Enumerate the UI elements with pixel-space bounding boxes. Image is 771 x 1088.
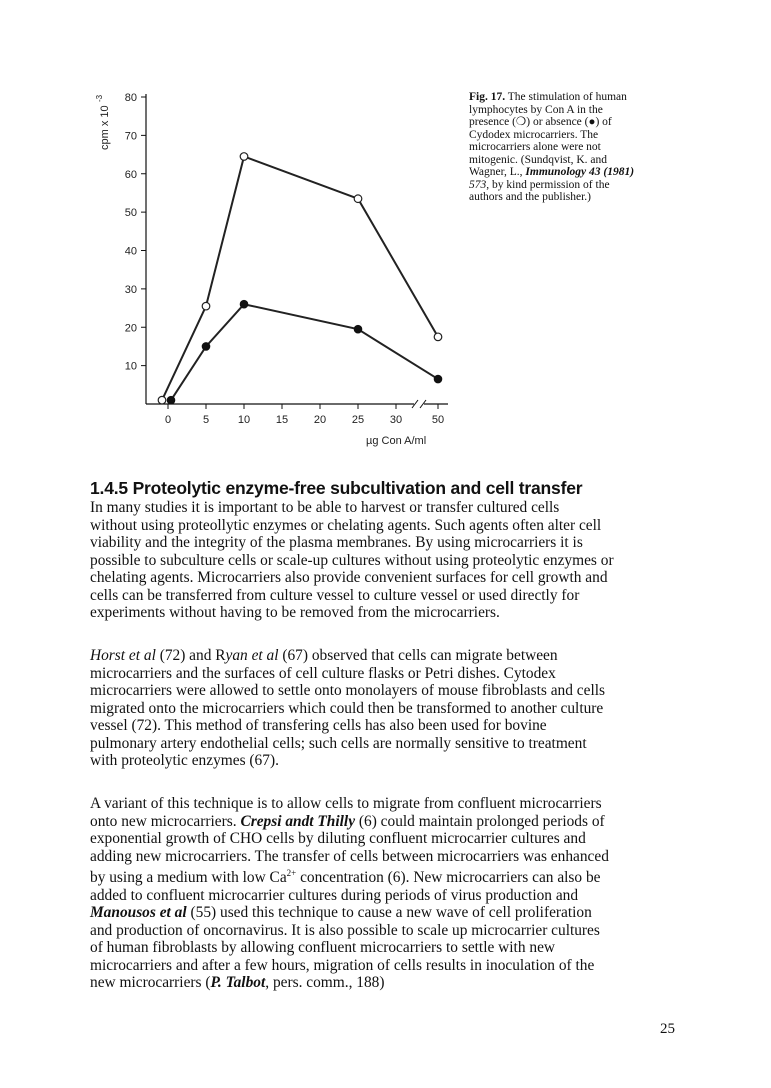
paragraph-3	[90, 795, 690, 992]
author-ref: Manousos et al	[90, 904, 187, 922]
data-point-open	[202, 302, 210, 310]
text-line: added to confluent microcarrier cultures during periods of virus production and	[90, 886, 579, 904]
text-line	[90, 865, 690, 887]
figure-label: Fig. 17.	[469, 91, 506, 103]
caption-line: Cydodex microcarriers. The	[469, 128, 599, 141]
figure-caption	[469, 91, 674, 204]
text-run: , pers. comm., 188)	[265, 974, 385, 992]
text-line: In many studies it is important to be able to harvest or transfer cultured cells	[90, 499, 560, 516]
caption-line: , by kind permission of the	[486, 178, 610, 191]
data-point-open	[434, 333, 442, 341]
text-line: of human fibroblasts by allowing confluent microcarriers to settle with new	[90, 939, 556, 957]
y-tick-label: 20	[124, 322, 137, 335]
text-line: exponential growth of CHO cells by diluting confluent microcarrier cultures and	[90, 830, 586, 847]
caption-line: microcarriers alone were not	[469, 141, 601, 153]
text-line: experiments without having to be removed from the microcarriers.	[90, 604, 500, 621]
text-run: by using a medium with low Ca	[90, 869, 287, 887]
x-tick-label: 5	[202, 414, 210, 426]
text-run: (67) observed that cells can migrate between	[278, 647, 558, 664]
text-line: A variant of this technique is to allow cells to migrate from confluent microcarriers	[90, 795, 602, 812]
text-run: (55) used this technique to cause a new wave of cell proliferation	[186, 904, 592, 922]
data-point-open	[158, 396, 166, 404]
caption-line: presence (❍) or absence (●) of	[469, 116, 612, 128]
x-tick-label: 20	[313, 414, 327, 426]
x-tick-label: 30	[389, 414, 403, 426]
text-line: viability and the integrity of the plasma membranes. By using microcarriers it is	[90, 534, 583, 551]
x-tick-label: 50	[431, 414, 445, 426]
y-tick-label: 50	[124, 207, 137, 220]
y-tick-label: 70	[124, 130, 137, 143]
y-tick-label: 10	[124, 360, 137, 373]
x-tick-label: 0	[164, 414, 172, 426]
y-tick-label: 80	[124, 92, 137, 104]
text-run: concentration (6). New microcarriers can also be	[296, 869, 601, 887]
caption-line: Wagner, L.,	[469, 166, 526, 178]
text-line: without using proteollytic enzymes or chelating agents. Such agents often alter cell	[90, 516, 602, 534]
text-line	[90, 813, 690, 831]
caption-page-ref: 573	[469, 178, 487, 191]
paragraph-1	[90, 499, 690, 622]
caption-line: lymphocytes by Con A in the	[469, 103, 603, 116]
data-point-open	[240, 153, 248, 161]
text-line	[90, 904, 690, 922]
x-tick-label: 25	[351, 414, 365, 426]
text-line: adding new microcarriers. The transfer of cells between microcarriers was enhanced	[90, 847, 609, 865]
chart-series	[158, 153, 442, 404]
text-line: with proteolytic enzymes (67).	[90, 752, 279, 769]
data-point-filled	[354, 325, 362, 333]
y-axis-label: cpm x 10	[99, 105, 111, 150]
caption-line: authors and the publisher.)	[469, 191, 592, 203]
y-axis-label-exponent: -3	[95, 94, 104, 102]
y-tick-label: 30	[124, 283, 137, 296]
text-run: (6) could maintain prolonged periods of	[355, 812, 605, 830]
data-point-filled	[434, 375, 442, 383]
data-point-filled	[240, 300, 248, 308]
data-point-filled	[167, 396, 175, 404]
x-tick-label: 10	[237, 414, 251, 426]
text-line: vessel (72). This method of transfering cells has also been used for bovine	[90, 717, 547, 734]
text-line: pulmonary artery endothelial cells; such cells are normally sensitive to treatment	[90, 734, 587, 752]
text-line: cells can be transferred from culture vessel to culture vessel or used directly for	[90, 586, 580, 604]
y-tick-label: 60	[124, 168, 137, 181]
caption-journal: Immunology 43	[525, 166, 601, 178]
text-line: and production of oncornavirus. It is also possible to scale up microcarrier cultures	[90, 921, 600, 939]
text-line: possible to subculture cells or scale-up cultures without using proteolytic enzymes or	[90, 551, 614, 569]
data-point-open	[354, 195, 362, 203]
text-line	[90, 647, 690, 665]
text-line: microcarriers were allowed to settle onto monolayers of mouse fibroblasts and cells	[90, 682, 606, 699]
con-a-stimulation-chart	[0, 0, 771, 470]
caption-year: (1981)	[600, 166, 635, 178]
series-line	[162, 156, 438, 400]
text-line: chelating agents. Microcarriers also provide convenient surfaces for cell growth and	[90, 569, 608, 586]
text-line: microcarriers and after a few hours, migration of cells results in inoculation of the	[90, 956, 595, 974]
text-line	[90, 974, 690, 992]
caption-line: The stimulation of human	[505, 91, 627, 103]
text-line: migrated onto the microcarriers which could then be transformed to another culture	[90, 699, 604, 717]
text-line: microcarriers and the surfaces of cell culture flasks or Petri dishes. Cytodex	[90, 664, 556, 682]
author-ref: Horst et al	[90, 647, 156, 664]
caption-line: mitogenic. (Sundqvist, K. and	[469, 153, 607, 166]
text-run: onto new microcarriers.	[90, 812, 241, 830]
x-axis-label: µg Con A/ml	[366, 435, 427, 447]
author-ref: P. Talbot	[210, 974, 266, 992]
author-ref: Crepsi andt Thilly	[240, 812, 356, 830]
x-tick-label: 15	[275, 414, 289, 426]
superscript: 2+	[286, 868, 297, 878]
author-ref: yan et al	[225, 647, 279, 664]
series-line	[171, 304, 438, 400]
y-tick-label: 40	[124, 245, 137, 258]
page-number: 25	[660, 1021, 675, 1037]
data-point-filled	[202, 343, 210, 351]
chart-axes	[146, 94, 448, 408]
section-title: 1.4.5 Proteolytic enzyme-free subcultivation and cell transfer	[90, 478, 583, 498]
text-run: (72) and R	[155, 647, 226, 664]
paragraph-2	[90, 647, 690, 770]
text-run: new microcarriers (	[90, 974, 211, 992]
